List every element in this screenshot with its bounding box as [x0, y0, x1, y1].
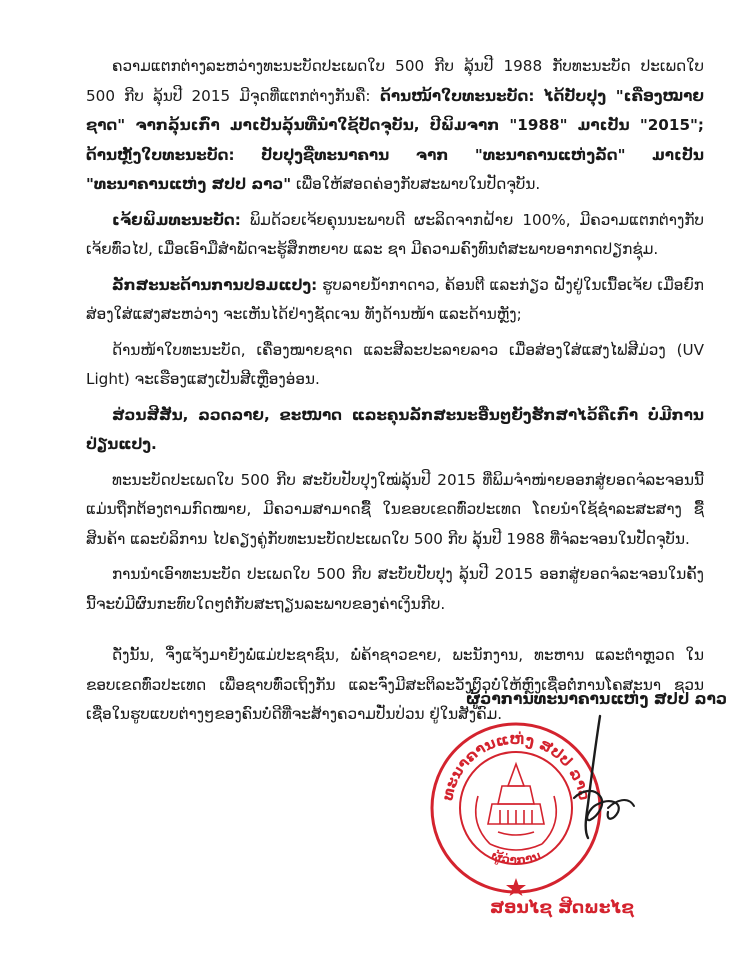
anti-counterfeit-text: ຮູບລາຍນ້ຳກາດາວ, ຄ້ອນຕີ ແລະກ່ຽວ ຝັງຢູ່ໃນເນື້ອເຈ້ຍ ເມື່ອຍົກສ່ອງໃສ່ແສງສະຫວ່າງ ຈະເຫັນໄດ້ຢ່າງຊັດເຈນ ທັງດ້ານໜ້າ ແລະດ້ານຫຼັງ; — [86, 275, 704, 323]
signer-title: ຜູ້ວ່າການທະນາຄານແຫ່ງ ສປປ ລາວ — [466, 690, 728, 708]
paragraph-differences-details: ດ້ານໜ້າໃບທະນະບັດ: ໄດ້ປັບປຸງ "ເຄື່ອງໝາຍຊາດ" ຈາກລຸ້ນເກົ່າ ມາເປັນລຸ້ນທີ່ນຳໃຊ້ປັດຈຸບັນ, ປີພິມຈາກ "1988" ມາເປັນ "2015"; ດ້ານຫຼັງໃບທະນະບັດ: ປັບປຸງຊື່ທະນາຄານ ຈາກ "ທະນາຄານແຫ່ງລັດ" ມາເປັນ "ທະນາຄານແຫ່ງ ສປປ ລາວ" — [86, 86, 704, 193]
paragraph-differences — [86, 52, 704, 200]
document-body — [86, 52, 704, 730]
seal-bottom-text: ຜູ້ວ່າການ — [489, 848, 543, 868]
paper-text: ພິມດ້ວຍເຈ້ຍຄຸນນະພາບດີ ຜະລິດຈາກຝ້າຍ 100%, ມີຄວາມແຕກຕ່າງກັບເຈ້ຍທົ່ວໄປ, ເມື່ອເອົາມືສຳພັດຈະຮູ້ສຶກຫຍາບ ແລະ ຊາ ມີຄວາມຄົງທົນຕໍ່ສະພາບອາກາດປຽກຊຸ່ມ. — [86, 210, 704, 258]
paragraph-no-impact: ການນຳເອົາທະນະບັດ ປະເພດໃບ 500 ກີບ ສະບັບປັບປຸງ ລຸ້ນປີ 2015 ອອກສູ່ຍອດຈໍລະຈອນໃນຄັ້ງນີ້ຈະບໍ່ມີຜົນກະທົບໃດໆຕໍ່ກັບສະຖຽນລະພາບຂອງຄ່າເງິນກີບ. — [86, 565, 704, 613]
paragraph-legal-tender: ທະນະບັດປະເພດໃບ 500 ກີບ ສະບັບປັບປຸງໃໝ່ລຸ້ນປີ 2015 ທີ່ພິມຈຳໜ່າຍອອກສູ່ຍອດຈໍລະຈອນນີ້ ແມ່ນຖືກຕ້ອງຕາມກົດໝາຍ, ມີຄວາມສາມາດຊື້ ໃນຂອບເຂດທົ່ວປະເທດ ໂດຍນຳໃຊ້ຊຳລະສະສາງ ຊື້ສິນຄ້າ ແລະບໍລິການ ໄປຄຽງຄູ່ກັບທະນະບັດປະເພດໃບ 500 ກີບ ລຸ້ນປີ 1988 ທີ່ຈໍລະຈອນໃນປັດຈຸບັນ. — [86, 470, 704, 548]
paragraph-anti-counterfeit — [86, 271, 704, 330]
anti-counterfeit-label: ລັກສະນະດ້ານການປອມແປງ: — [112, 275, 318, 294]
handwritten-signature — [548, 712, 638, 847]
paper-label: ເຈ້ຍພິມທະນະບັດ: — [112, 210, 241, 229]
paragraph-differences-intro: ຄວາມແຕກຕ່າງລະຫວ່າງທະນະບັດປະເພດໃບ 500 ກີບ ລຸ້ນປີ 1988 ກັບທະນະບັດ ປະເພດໃບ 500 ກີບ ລຸ້ນປີ 2015 ມີຈຸດທີ່ແຕກຕ່າງກັນຄື: — [86, 57, 704, 105]
seal-outer-text: ທະນາຄານແຫ່ງ ສປປ ລາວ — [438, 729, 594, 802]
seal-emblem — [476, 764, 557, 850]
paragraph-unchanged: ສ່ວນສີສັນ, ລວດລາຍ, ຂະໜາດ ແລະຄຸນລັກສະນະອື່ນໆຍັງຮັກສາໄວ້ຄືເກົ່າ ບໍ່ມີການປ່ຽນແປງ. — [86, 405, 704, 453]
paragraph-differences-end: ເພື່ອໃຫ້ສອດຄ່ອງກັບສະພາບໃນປັດຈຸບັນ. — [291, 175, 541, 193]
paragraph-notice: ດັ່ງນັ້ນ, ຈຶ່ງແຈ້ງມາຍັງພໍ່ແມ່ປະຊາຊົນ, ພໍ່ຄ້າຊາວຂາຍ, ພະນັກງານ, ທະຫານ ແລະຕຳຫຼວດ ໃນຂອບເຂດທົ່ວປະເທດ ເພື່ອຊາບທົ່ວເຖິງກັນ ແລະຈົ່ງມີສະຕິລະວັງຕົວບໍ່ໃຫ້ຫຼົງເຊື່ອຕໍ່ການໂຄສະນາ ຊວນເຊື່ອໃນຮູບແບບຕ່າງໆຂອງຄົນບໍ່ດີທີ່ຈະສ້າງຄວາມປັ່ນປ່ວນ ຢູ່ໃນສັງຄົມ. — [86, 646, 704, 723]
paragraph-uv: ດ້ານໜ້າໃບທະນະບັດ, ເຄື່ອງໝາຍຊາດ ແລະສີລະປະລາຍລາວ ເມື່ອສ່ອງໃສ່ແສງໄຟສີມ່ວງ (UV Light) ຈະເຮືອງແສງເປັນສີເຫຼືອງອ່ອນ. — [86, 340, 704, 388]
signer-name: ສອນໄຊ ສີດພະໄຊ — [490, 898, 634, 918]
paragraph-paper — [86, 206, 704, 265]
